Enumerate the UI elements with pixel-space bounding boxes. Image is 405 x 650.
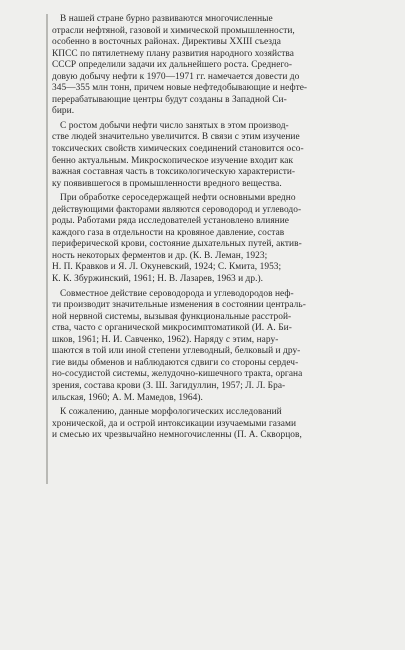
text-line: К сожалению, данные морфологических исследований — [60, 407, 282, 418]
text-line: но-сосудистой системы, желудочно-кишечного тракта, органа — [52, 369, 303, 380]
text-line: зрения, состава крови (З. Ш. Загидуллин, 1957; Л. Л. Бра- — [52, 380, 286, 391]
text-line: перерабатывающие центры будут созданы в Западной Си- — [52, 94, 287, 105]
text-line: С ростом добычи нефти число занятых в этом производ- — [60, 120, 289, 131]
text-line: СССР определили задачи их дальнейшего роста. Среднего- — [52, 60, 293, 71]
paragraph-5 — [52, 407, 390, 442]
page-margin-line — [46, 14, 48, 484]
text-line: ства, часто с органической микросимптоматикой (И. А. Би- — [52, 323, 292, 334]
text-line: довую добычу нефти к 1970—1971 гг. намечается довести до — [52, 71, 300, 82]
text-line: отрасли нефтяной, газовой и химической промышленности, — [52, 25, 295, 36]
text-line: роды. Работами ряда исследователей установлено влияние — [52, 216, 290, 227]
text-line: действующими факторами являются сероводород и углеводо- — [52, 204, 302, 215]
text-line: каждого газа в отдельности на кровяное давление, состав — [52, 227, 285, 238]
text-line: ной нервной системы, вызывая функциональные расстрой- — [52, 311, 292, 322]
paragraph-4 — [52, 289, 390, 404]
text-line: бенно актуальным. Микроскопическое изучение входит как — [52, 155, 294, 166]
text-line: гие виды обменов и наблюдаются сдвиги со стороны сердеч- — [52, 357, 299, 368]
text-line: токсических свойств химических соединений становится осо- — [52, 144, 304, 155]
text-line: ность некоторых ферментов и др. (К. В. Леман, 1923; — [52, 250, 268, 261]
text-line: стве людей значительно увеличится. В связи с этим изучение — [52, 132, 300, 143]
text-line: ку появившегося в промышленности вредного вещества. — [52, 178, 282, 189]
text-line: 345—355 млн тонн, причем новые нефтедобывающие и нефте- — [52, 83, 308, 94]
paragraph-3 — [52, 193, 390, 285]
paragraph-2 — [52, 121, 390, 190]
text-line: Совместное действие сероводорода и углеводородов неф- — [60, 288, 294, 299]
text-line: важная составная часть в токсикологическую характеристи- — [52, 167, 296, 178]
paragraph-1 — [52, 14, 390, 118]
text-line: особенно в восточных районах. Директивы XXIII съезда — [52, 37, 281, 48]
text-line: ти производит значительные изменения в состоянии централь- — [52, 300, 306, 311]
text-line: Н. П. Кравков и Я. Л. Окуневский, 1924; С. Кмита, 1953; — [52, 262, 282, 273]
text-line: В нашей стране бурно развиваются многочисленные — [60, 14, 273, 24]
text-line: хронической, да и острой интоксикации изучаемыми газами — [52, 418, 297, 429]
text-line: шков, 1961; Н. И. Савченко, 1962). Наряду с этим, нару- — [52, 334, 279, 345]
text-line: ильская, 1960; А. М. Мамедов, 1964). — [52, 392, 203, 403]
text-line: и смесью их чрезвычайно немногочисленны (П. А. Скворцов, — [52, 430, 302, 441]
text-column — [52, 14, 390, 445]
text-line: При обработке сероседержащей нефти основными вредно — [60, 193, 296, 204]
text-line: периферической крови, состояние дыхательных путей, актив- — [52, 239, 302, 250]
text-line: К. К. Збуржинский, 1961; Н. В. Лазарев, 1963 и др.). — [52, 274, 264, 285]
text-line: КПСС по пятилетнему плану развития народного хозяйства — [52, 48, 294, 59]
text-line: бири. — [52, 106, 75, 117]
text-line: шаются в той или иной степени углеводный, белковый и дру- — [52, 346, 301, 357]
